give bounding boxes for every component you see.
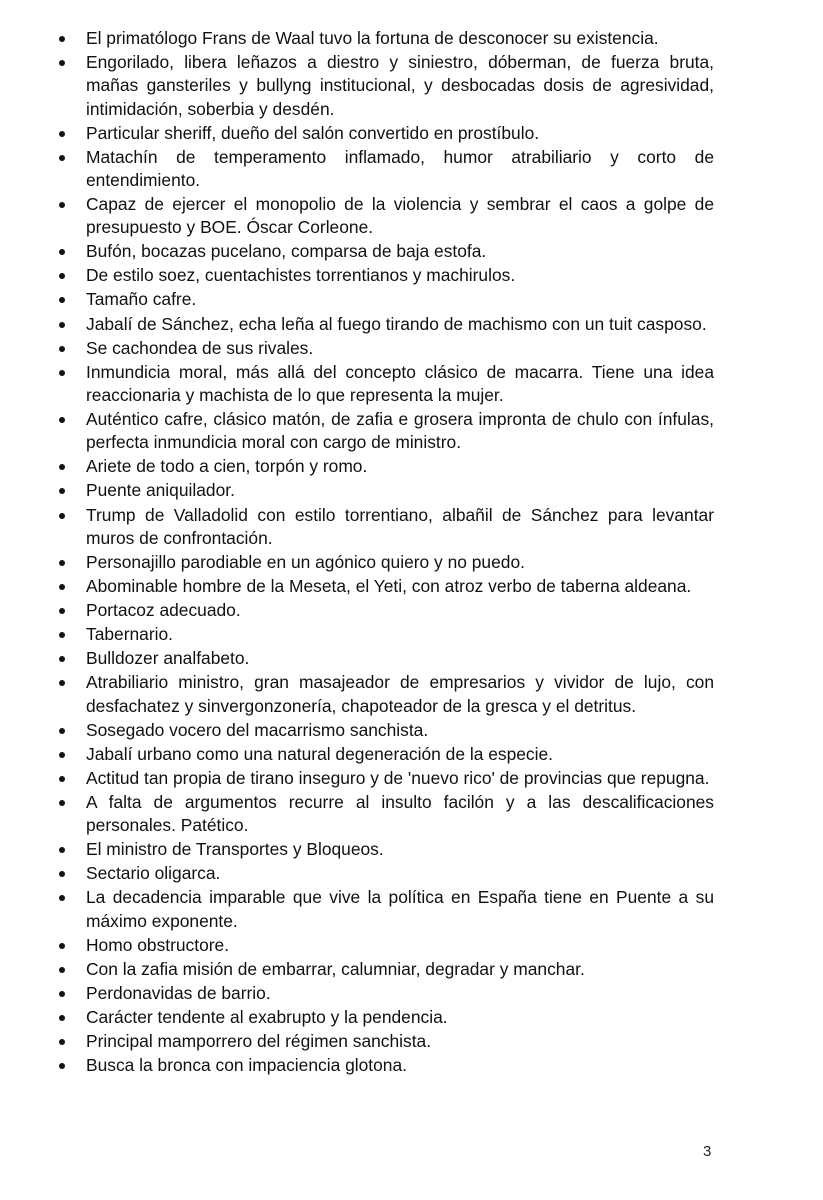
bullet-icon: [59, 370, 65, 376]
bullet-icon: [59, 322, 65, 328]
list-item: [52, 551, 714, 574]
list-item: [52, 1030, 714, 1053]
bullet-list: [52, 27, 714, 1078]
list-item: [52, 958, 714, 981]
list-item: [52, 361, 714, 407]
list-item-text: Ariete de todo a cien, torpón y romo.: [86, 456, 368, 477]
list-item-text: Principal mamporrero del régimen sanchista.: [86, 1031, 432, 1052]
bullet-icon: [59, 776, 65, 782]
list-item: [52, 288, 714, 311]
list-item: [52, 791, 714, 837]
list-item: [52, 146, 714, 192]
list-item: [52, 671, 714, 717]
list-item-text: Bufón, bocazas pucelano, comparsa de baja estofa.: [86, 241, 487, 262]
list-item: [52, 886, 714, 932]
list-item: [52, 743, 714, 766]
bullet-icon: [59, 131, 65, 137]
bullet-icon: [59, 488, 65, 494]
list-item: [52, 838, 714, 861]
list-item: [52, 767, 714, 790]
list-item-text: Busca la bronca con impaciencia glotona.: [86, 1055, 407, 1076]
bullet-icon: [59, 991, 65, 997]
list-item-text: Engorilado, libera leñazos a diestro y siniestro, dóberman, de fuerza bruta, mañas gansteriles y bullyng institucional, y desbocadas dosis de agresividad, intimidación, soberbia y desdén.: [86, 52, 714, 119]
list-item-text: Puente aniquilador.: [86, 480, 235, 501]
list-item: [52, 623, 714, 646]
list-item-text: Sectario oligarca.: [86, 863, 221, 884]
list-item-text: Homo obstructore.: [86, 934, 230, 955]
list-item: [52, 264, 714, 287]
list-item: [52, 337, 714, 360]
list-item: [52, 240, 714, 263]
list-item: [52, 455, 714, 478]
bullet-icon: [59, 346, 65, 352]
bullet-icon: [59, 249, 65, 255]
list-item-text: Tamaño cafre.: [86, 289, 197, 310]
bullet-icon: [59, 656, 65, 662]
list-item: [52, 122, 714, 145]
list-item: [52, 313, 714, 336]
list-item-text: Inmundicia moral, más allá del concepto clásico de macarra. Tiene una idea reaccionaria y machista de lo que representa la mujer.: [86, 361, 714, 405]
bullet-icon: [59, 871, 65, 877]
list-item-text: Se cachondea de sus rivales.: [86, 337, 314, 358]
list-item: [52, 599, 714, 622]
list-item-text: Atrabiliario ministro, gran masajeador de empresarios y vividor de lujo, con desfachatez y sinvergonzonería, chapoteador de la gresca y el detritus.: [86, 672, 714, 716]
bullet-icon: [59, 202, 65, 208]
list-item-text: Tabernario.: [86, 624, 174, 645]
list-item-text: Personajillo parodiable en un agónico quiero y no puedo.: [86, 551, 525, 572]
list-item-text: Con la zafia misión de embarrar, calumniar, degradar y manchar.: [86, 958, 585, 979]
bullet-icon: [59, 36, 65, 42]
list-item: [52, 1054, 714, 1077]
list-item: [52, 51, 714, 121]
list-item: [52, 27, 714, 50]
list-item: [52, 1006, 714, 1029]
bullet-icon: [59, 967, 65, 973]
bullet-icon: [59, 800, 65, 806]
list-item-text: Portacoz adecuado.: [86, 600, 241, 621]
bullet-icon: [59, 847, 65, 853]
bullet-icon: [59, 943, 65, 949]
bullet-icon: [59, 632, 65, 638]
list-item-text: El ministro de Transportes y Bloqueos.: [86, 839, 384, 860]
bullet-icon: [59, 417, 65, 423]
bullet-icon: [59, 1039, 65, 1045]
list-item-text: Jabalí urbano como una natural degeneración de la especie.: [86, 743, 553, 764]
bullet-icon: [59, 513, 65, 519]
list-item-text: Matachín de temperamento inflamado, humor atrabiliario y corto de entendimiento.: [86, 146, 714, 190]
list-item-text: Actitud tan propia de tirano inseguro y de 'nuevo rico' de provincias que repugna.: [86, 767, 710, 788]
list-item-text: De estilo soez, cuentachistes torrentianos y machirulos.: [86, 265, 516, 286]
list-item: [52, 193, 714, 239]
list-item-text: El primatólogo Frans de Waal tuvo la fortuna de desconocer su existencia.: [86, 28, 659, 48]
list-item-text: A falta de argumentos recurre al insulto facilón y a las descalificaciones personales. Patético.: [86, 791, 714, 836]
list-item: [52, 862, 714, 885]
list-item-text: Abominable hombre de la Meseta, el Yeti, con atroz verbo de taberna aldeana.: [86, 575, 692, 596]
bullet-icon: [59, 560, 65, 566]
bullet-icon: [59, 1063, 65, 1069]
list-item: [52, 575, 714, 598]
bullet-icon: [59, 273, 65, 279]
list-item-text: Carácter tendente al exabrupto y la pendencia.: [86, 1006, 448, 1027]
list-item: [52, 934, 714, 957]
list-item-text: La decadencia imparable que vive la política en España tiene en Puente a su máximo exponente.: [86, 887, 714, 931]
list-item: [52, 982, 714, 1005]
list-item-text: Auténtico cafre, clásico matón, de zafia e grosera impronta de chulo con ínfulas, perfecta inmundicia moral con cargo de ministro.: [86, 409, 714, 453]
bullet-icon: [59, 60, 65, 66]
bullet-icon: [59, 584, 65, 590]
list-item-text: Bulldozer analfabeto.: [86, 648, 250, 669]
bullet-icon: [59, 1015, 65, 1021]
bullet-icon: [59, 752, 65, 758]
bullet-icon: [59, 608, 65, 614]
list-item-text: Jabalí de Sánchez, echa leña al fuego tirando de machismo con un tuit casposo.: [86, 313, 707, 334]
list-item: [52, 719, 714, 742]
bullet-icon: [59, 728, 65, 734]
list-item: [52, 408, 714, 454]
list-item-text: Particular sheriff, dueño del salón convertido en prostíbulo.: [86, 122, 540, 143]
bullet-icon: [59, 155, 65, 161]
bullet-icon: [59, 680, 65, 686]
bullet-icon: [59, 297, 65, 303]
bullet-icon: [59, 895, 65, 901]
page-number: 3: [703, 1143, 712, 1160]
list-item: [52, 479, 714, 502]
list-item-text: Sosegado vocero del macarrismo sanchista.: [86, 719, 429, 740]
list-item: [52, 504, 714, 550]
list-item-text: Perdonavidas de barrio.: [86, 982, 271, 1003]
bullet-icon: [59, 464, 65, 470]
list-item: [52, 647, 714, 670]
list-item-text: Capaz de ejercer el monopolio de la violencia y sembrar el caos a golpe de presupuesto y BOE. Óscar Corleone.: [86, 193, 714, 238]
list-item-text: Trump de Valladolid con estilo torrentiano, albañil de Sánchez para levantar muros de confrontación.: [86, 504, 714, 548]
